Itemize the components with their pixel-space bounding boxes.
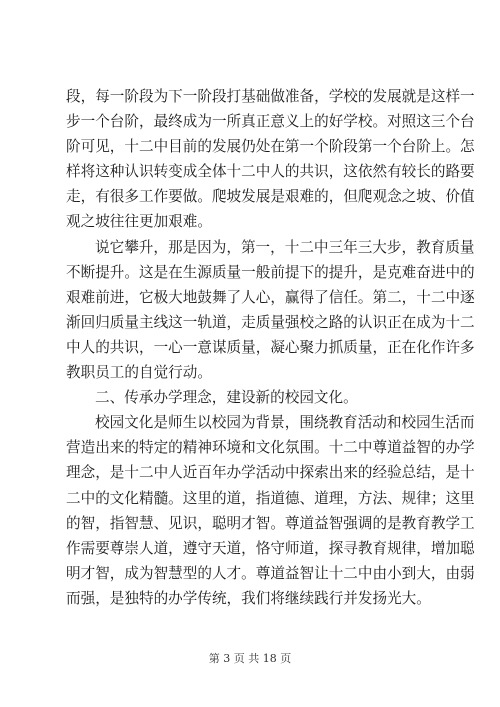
text-line: 不断提升。这是在生源质量一般前提下的提升，是克难奋进中的	[66, 263, 475, 281]
text-line: 渐回归质量主线这一轨道，走质量强校之路的认识正在成为十二	[66, 313, 475, 331]
text-line: 说它攀升，那是因为，第一，十二中三年三大步，教育质量	[95, 238, 475, 256]
text-line: 理念，是十二中人近百年办学活动中探索出来的经验总结，是十	[66, 464, 475, 482]
text-line: 校园文化是师生以校园为背景，围绕教育活动和校园生活而	[95, 414, 475, 432]
text-line: 而强，是独特的办学传统，我们将继续践行并发扬光大。	[66, 589, 431, 607]
text-line: 段，每一阶段为下一阶段打基础做准备，学校的发展就是这样一	[66, 88, 475, 105]
text-line: 作需要尊崇人道，遵守天道，恪守师道，探寻教育规律，增加聪	[66, 539, 475, 557]
document-body	[66, 84, 475, 611]
text-line: 步一个台阶，最终成为一所真正意义上的好学校。对照这三个台	[66, 113, 475, 131]
text-line: 营造出来的特定的精神环境和文化氛围。十二中尊道益智的办学	[66, 439, 475, 457]
text-line: 二中的文化精髓。这里的道，指道德、道理，方法、规律；这里	[66, 489, 475, 507]
text-line: 的智，指智慧、见识，聪明才智。尊道益智强调的是教育教学工	[66, 514, 475, 532]
text-line: 观之坡往往更加艰难。	[66, 213, 212, 231]
text-line: 走，有很多工作要做。爬坡发展是艰难的，但爬观念之坡、价值	[66, 188, 475, 206]
text-line: 教职员工的自觉行动。	[66, 364, 212, 382]
text-line: 阶可见，十二中目前的发展仍处在第一个阶段第一个台阶上。怎	[66, 138, 475, 156]
text-line: 明才智，成为智慧型的人才。尊道益智让十二中由小到大，由弱	[66, 564, 475, 582]
text-line: 样将这种认识转变成全体十二中人的共识，这依然有较长的路要	[66, 163, 475, 181]
text-line: 二、传承办学理念，建设新的校园文化。	[95, 389, 358, 407]
text-line: 中人的共识，一心一意谋质量，凝心聚力抓质量，正在化作许多	[66, 338, 475, 356]
page-footer: 第 3 页 共 18 页	[208, 652, 292, 665]
text-line: 艰难前进，它极大地鼓舞了人心，赢得了信任。第二，十二中逐	[66, 288, 475, 306]
